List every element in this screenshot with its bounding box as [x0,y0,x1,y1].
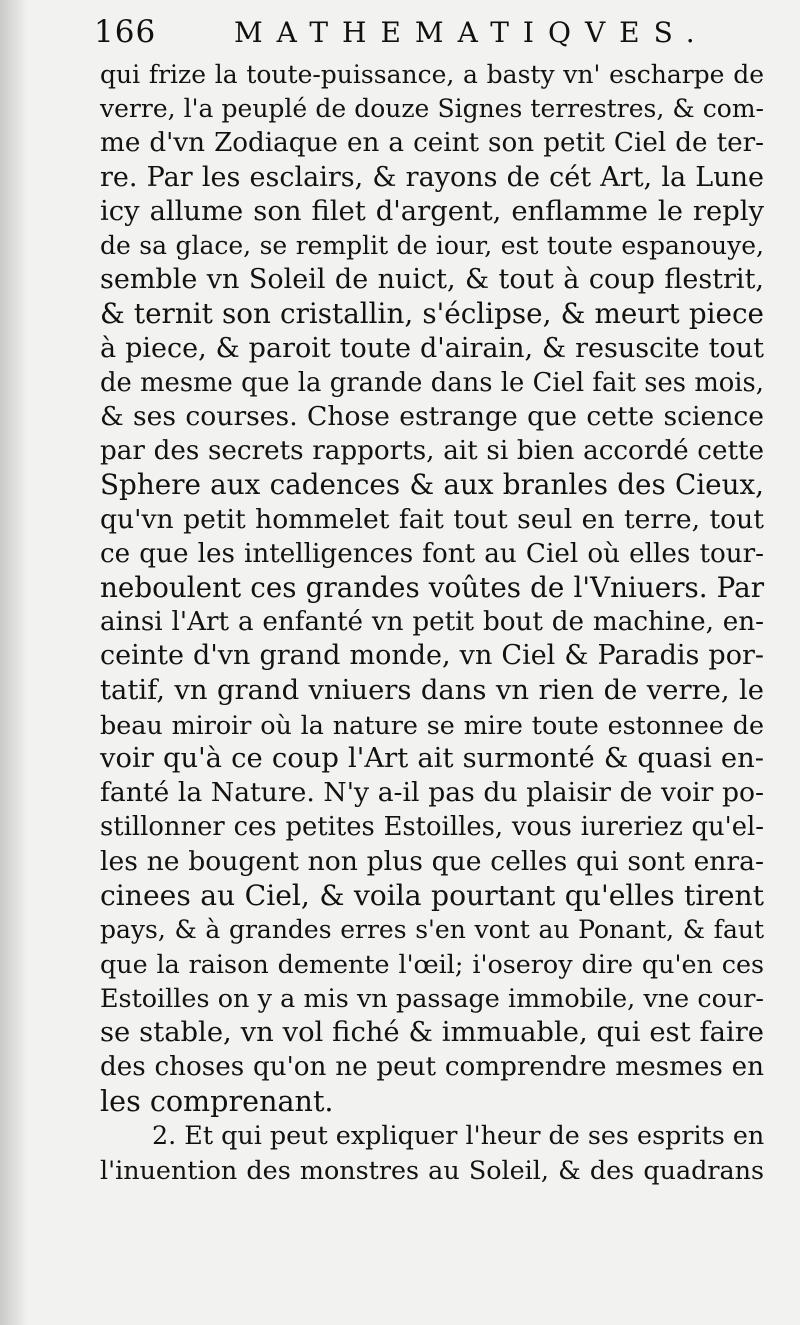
text-line: tatif, vn grand vniuers dans vn rien de verre, le [100,674,764,706]
text-line: que la raison demente l'œil; i'oseroy dire qu'en ces [100,949,764,980]
text-line: à piece, & paroit toute d'airain, & resuscite tout [100,332,764,364]
page-header [94,14,760,54]
text-line: & ses courses. Chose estrange que cette science [100,401,764,433]
text-line: des choses qu'on ne peut comprendre mesmes en [100,1051,764,1082]
text-line: se stable, vn vol fiché & immuable, qui est faire [100,1016,764,1048]
page-number: 166 [94,14,157,50]
text-line: les comprenant. [100,1084,334,1119]
text-line: de sa glace, se remplit de iour, est toute espanouye, [100,231,764,261]
text-line: fanté la Nature. N'y a-il pas du plaisir de voir po- [100,777,764,809]
text-line: beau miroir où la nature se mire toute estonnee de [100,709,764,740]
text-line: qu'vn petit hommelet fait tout seul en terre, tout [100,503,764,535]
paragraph-2-line: 2. Et qui peut expliquer l'heur de ses esprits en [152,1120,765,1151]
paragraph-2-line: l'inuention des monstres au Soleil, & des quadrans [100,1154,764,1185]
text-line: qui frize la toute-puissance, a basty vn' escharpe de [100,60,764,89]
text-line: ceinte d'vn grand monde, vn Ciel & Paradis por- [100,640,764,672]
text-line: par des secrets rapports, ait si bien accordé cette [100,436,764,467]
text-line: voir qu'à ce coup l'Art ait surmonté & quasi en- [100,743,764,775]
page-body [100,58,764,1187]
text-line: & ternit son cristallin, s'éclipse, & meurt piece [100,297,764,331]
text-line: re. Par les esclairs, & rayons de cét Art, la Lune [100,161,764,193]
text-line: neboulent ces grandes voûtes de l'Vniuers. Par [100,571,764,605]
text-line: verre, l'a peuplé de douze Signes terrestres, & com- [100,94,764,124]
text-line: pays, & à grandes erres s'en vont au Ponant, & faut [100,915,764,945]
text-line: cinees au Ciel, & voila pourtant qu'elles tirent [100,878,764,912]
text-line: les ne bougent non plus que celles qui sont enra- [100,845,764,877]
text-line: ce que les intelligences font au Ciel où elles tour- [100,538,764,569]
running-title: MATHEMATIQVES. [234,16,709,49]
text-line: icy allume son filet d'argent, enflamme le reply [100,195,764,227]
text-line: de mesme que la grande dans le Ciel fait ses mois, [100,367,764,398]
text-line: stillonner ces petites Estoilles, vous iureriez qu'el- [100,812,764,843]
text-line: semble vn Soleil de nuict, & tout à coup flestrit, [100,264,764,296]
text-line: Sphere aux cadences & aux branles des Cieux, [100,468,764,502]
text-line: Estoilles on y a mis vn passage immobile, vne cour- [100,983,764,1014]
text-line: me d'vn Zodiaque en a ceint son petit Ciel de ter- [100,128,764,159]
text-line: ainsi l'Art a enfanté vn petit bout de machine, en- [100,607,764,638]
page-gutter-shadow [0,0,28,1325]
